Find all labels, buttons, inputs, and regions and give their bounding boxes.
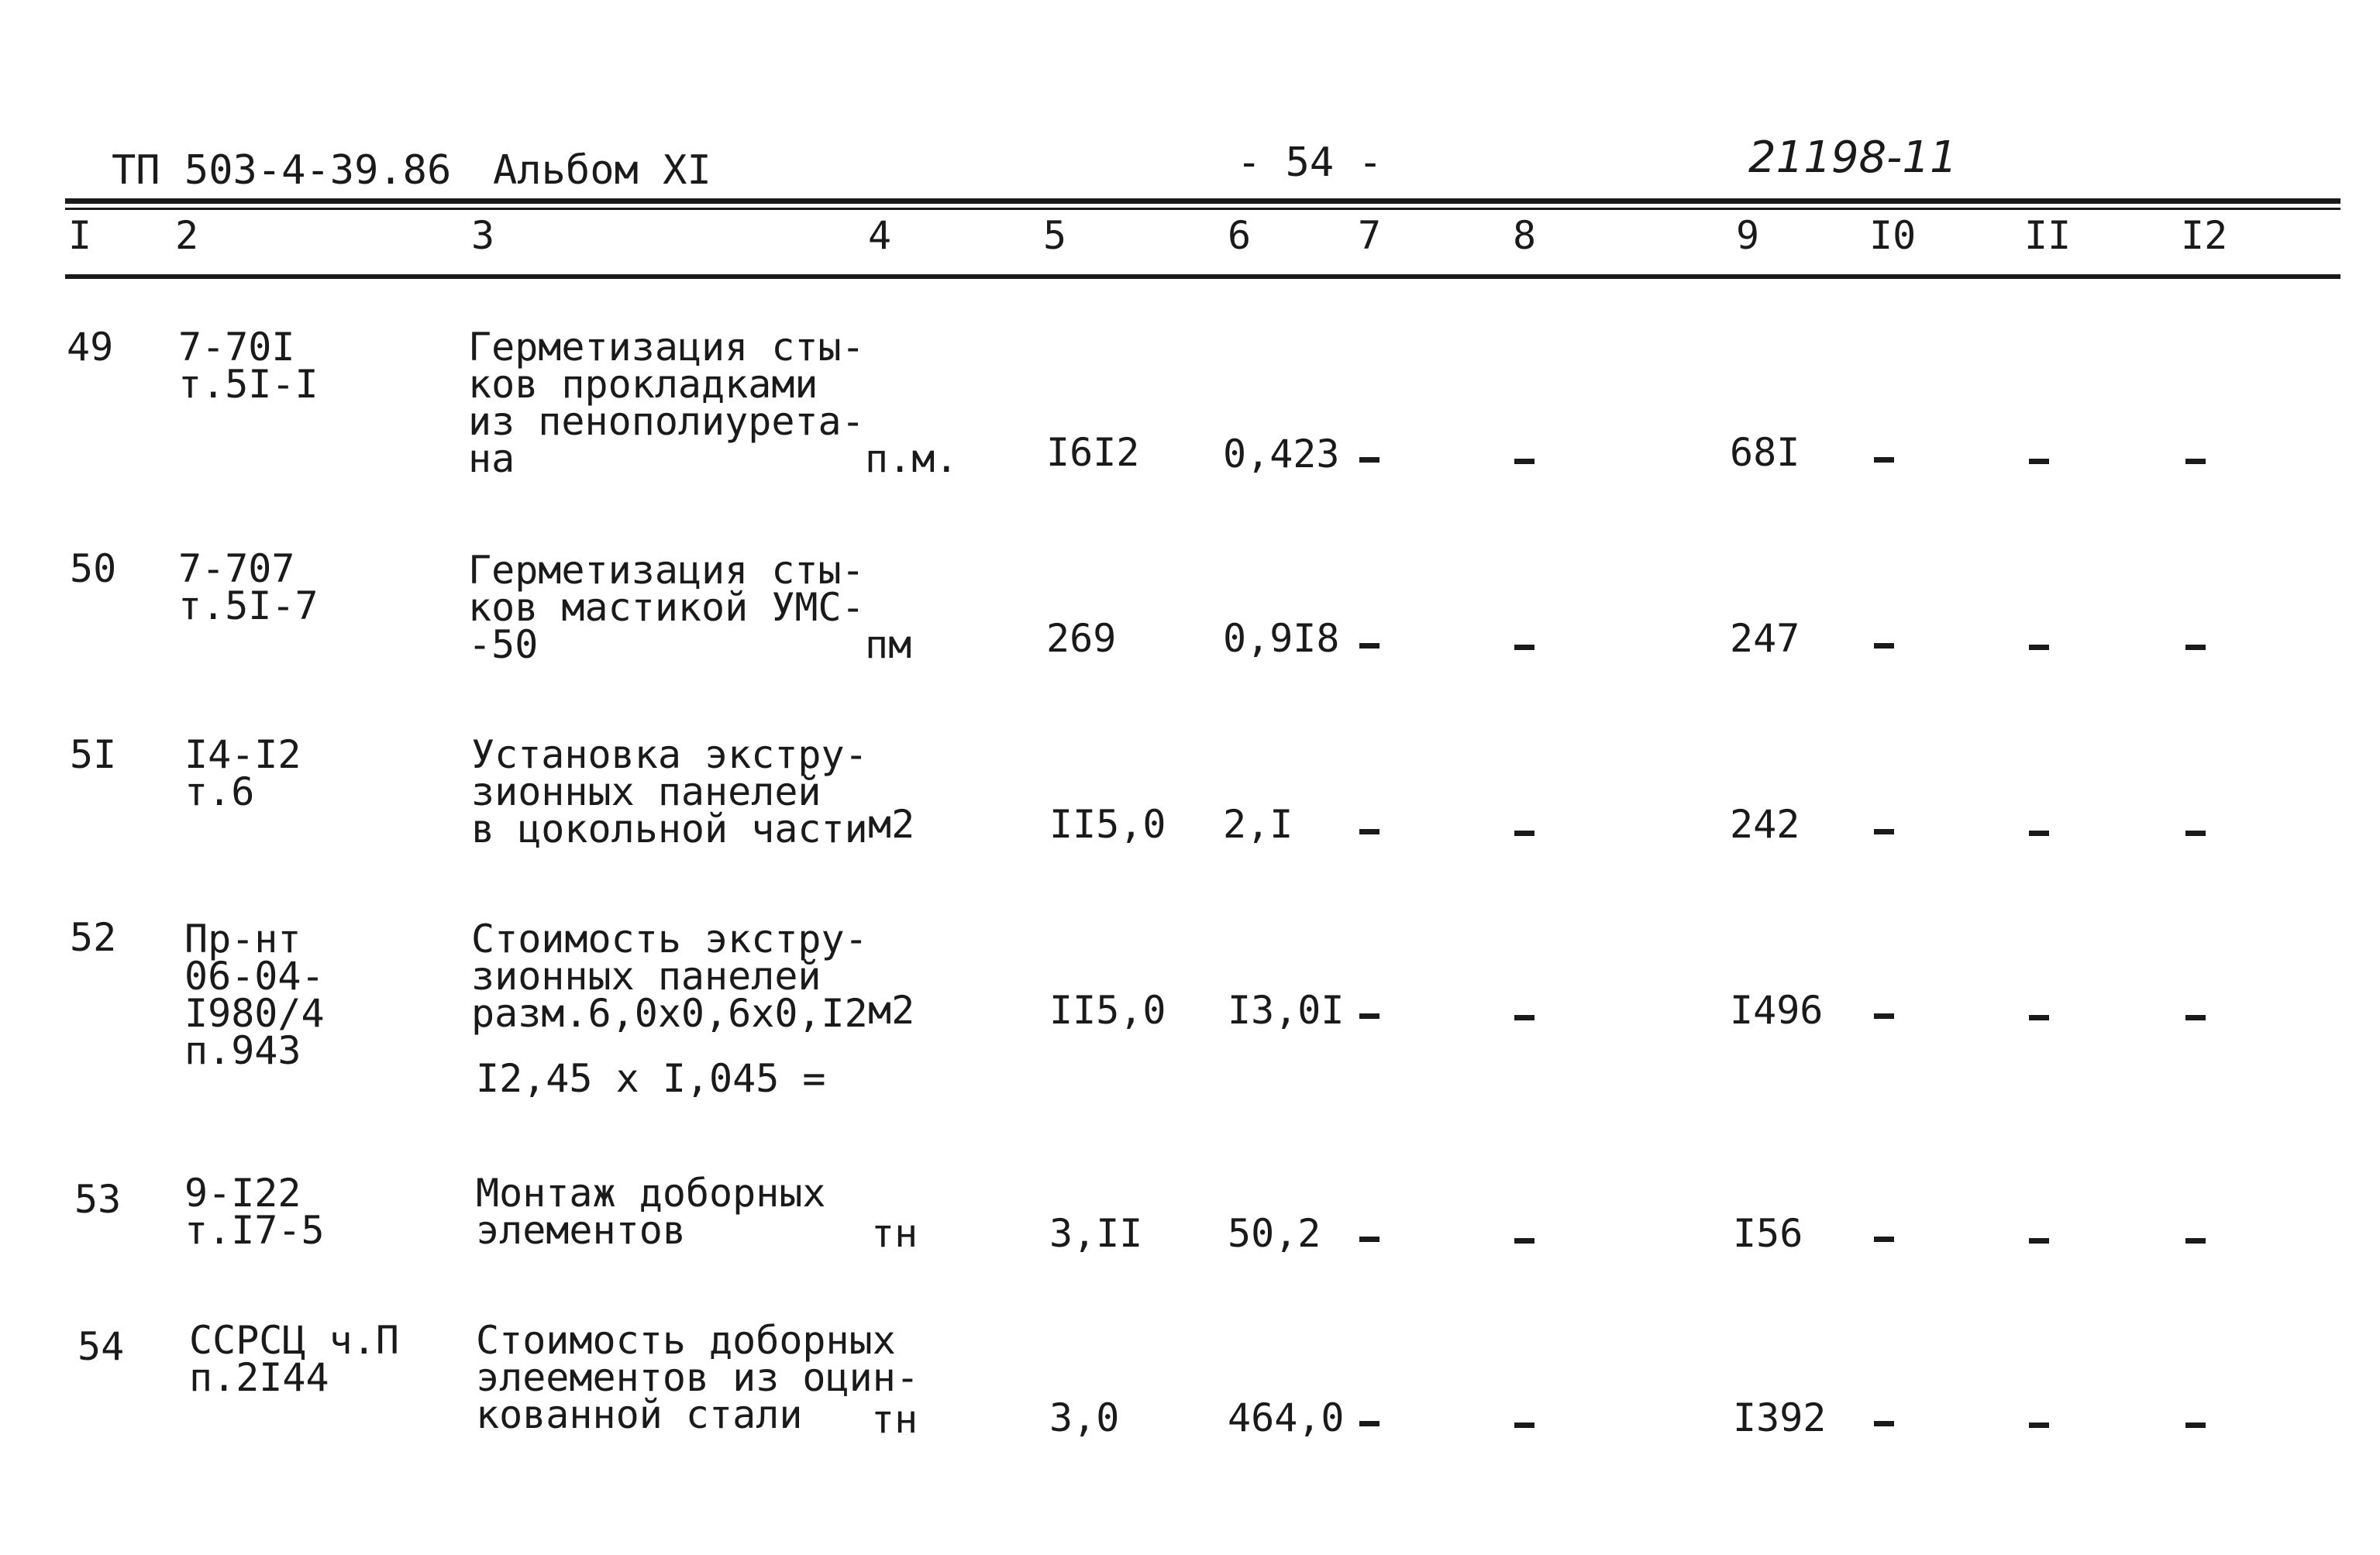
unit: тн <box>871 1397 918 1442</box>
column-header-10: I0 <box>1869 213 1917 258</box>
dash-col11 <box>2029 645 2049 650</box>
unit-price: 50,2 <box>1228 1211 1321 1256</box>
column-header-9: 9 <box>1736 213 1760 258</box>
column-header-8: 8 <box>1513 213 1537 258</box>
column-header-4: 4 <box>868 213 892 258</box>
dash-col7 <box>1359 643 1379 648</box>
dash-col12 <box>2185 1238 2206 1244</box>
total-cost: 242 <box>1730 802 1800 847</box>
column-header-12: I2 <box>2181 213 2228 258</box>
dash-col10 <box>1874 643 1894 648</box>
norm-code: Пр-нт 06-04- I980/4 п.943 <box>184 917 325 1073</box>
total-cost: I56 <box>1733 1211 1803 1256</box>
total-cost: I392 <box>1733 1395 1827 1440</box>
column-header-6: 6 <box>1228 213 1252 258</box>
dash-col10 <box>1874 829 1894 834</box>
column-header-3: 3 <box>471 213 495 258</box>
row-number: 54 <box>77 1324 125 1369</box>
work-name: Герметизация сты- ков мастикой УМС- -50 <box>468 548 865 667</box>
column-header-5: 5 <box>1043 213 1067 258</box>
unit: м2 <box>868 802 915 847</box>
quantity: 269 <box>1046 616 1117 661</box>
dash-col11 <box>2029 1015 2049 1020</box>
dash-col7 <box>1359 1237 1379 1242</box>
dash-col11 <box>2029 459 2049 464</box>
dash-col12 <box>2185 645 2206 650</box>
unit-price: 0,423 <box>1223 432 1340 476</box>
norm-code: 7-707 т.5I-7 <box>178 546 319 628</box>
row-number: 52 <box>70 915 117 960</box>
header-top-rule <box>65 198 2340 204</box>
unit: тн <box>871 1211 918 1256</box>
row-number: 49 <box>67 325 114 370</box>
dash-col11 <box>2029 831 2049 836</box>
work-name: Стоимость экстру- зионных панелей разм.6,0х0,6х0,I2 <box>471 917 868 1036</box>
norm-code: 9-I22 т.I7-5 <box>184 1171 325 1253</box>
quantity: II5,0 <box>1049 988 1166 1033</box>
row-number: 50 <box>70 546 117 591</box>
unit-price: 2,I <box>1223 802 1293 847</box>
handwritten-number: 21198-11 <box>1748 132 1958 183</box>
quantity: 3,II <box>1049 1211 1143 1256</box>
row-number: 53 <box>74 1177 122 1222</box>
unit: пм <box>865 622 912 667</box>
work-name: Монтаж доборных элементов <box>476 1171 826 1253</box>
work-name: Стоимость доборных элеементов из оцин- кованной стали <box>476 1318 919 1437</box>
dash-col12 <box>2185 459 2206 464</box>
total-cost: I496 <box>1730 988 1824 1033</box>
quantity: I6I2 <box>1046 430 1140 475</box>
unit: м2 <box>868 988 915 1033</box>
album-label: Альбом XI <box>493 147 711 194</box>
norm-code: I4-I2 т.6 <box>184 732 301 814</box>
unit-price: I3,0I <box>1228 988 1345 1033</box>
work-name: Герметизация сты- ков прокладками из пенополиурета- на <box>468 325 865 481</box>
dash-col12 <box>2185 1423 2206 1428</box>
norm-code: 7-70I т.5I-I <box>178 325 319 407</box>
dash-col7 <box>1359 1421 1379 1426</box>
dash-col10 <box>1874 1421 1894 1426</box>
header-top-rule-thin <box>65 208 2340 210</box>
total-cost: 68I <box>1730 430 1800 475</box>
dash-col8 <box>1514 459 1534 464</box>
total-cost: 247 <box>1730 616 1800 661</box>
header-bottom-rule <box>65 274 2340 279</box>
calculation-note: I2,45 х I,045 = <box>476 1056 826 1101</box>
dash-col7 <box>1359 457 1379 463</box>
unit-price: 464,0 <box>1228 1395 1345 1440</box>
dash-col11 <box>2029 1423 2049 1428</box>
quantity: 3,0 <box>1049 1395 1120 1440</box>
dash-col8 <box>1514 831 1534 836</box>
quantity: II5,0 <box>1049 802 1166 847</box>
column-header-11: II <box>2024 213 2072 258</box>
column-header-1: I <box>68 213 92 258</box>
dash-col12 <box>2185 1015 2206 1020</box>
column-header-2: 2 <box>175 213 199 258</box>
column-header-7: 7 <box>1358 213 1382 258</box>
unit: п.м. <box>865 436 959 481</box>
dash-col11 <box>2029 1238 2049 1244</box>
dash-col10 <box>1874 457 1894 463</box>
page-number: - 54 - <box>1237 139 1383 186</box>
dash-col12 <box>2185 831 2206 836</box>
unit-price: 0,9I8 <box>1223 616 1340 661</box>
dash-col8 <box>1514 1015 1534 1020</box>
dash-col8 <box>1514 1238 1534 1244</box>
dash-col8 <box>1514 645 1534 650</box>
dash-col8 <box>1514 1423 1534 1428</box>
dash-col7 <box>1359 829 1379 834</box>
document-code: ТП 503-4-39.86 <box>112 147 452 194</box>
dash-col10 <box>1874 1013 1894 1019</box>
norm-code: ССРСЦ ч.П п.2I44 <box>189 1318 399 1400</box>
row-number: 5I <box>70 732 117 777</box>
dash-col7 <box>1359 1013 1379 1019</box>
dash-col10 <box>1874 1237 1894 1242</box>
work-name: Установка экстру- зионных панелей в цокольной части <box>471 732 868 851</box>
